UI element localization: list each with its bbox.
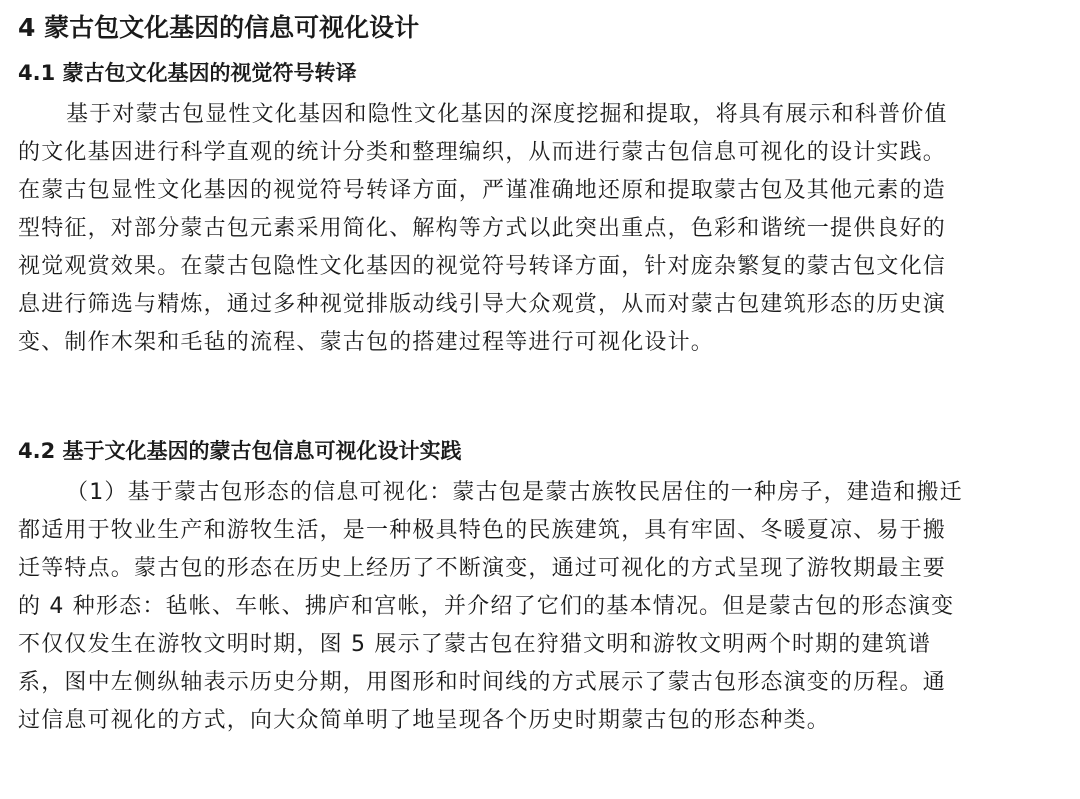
paragraph-4-1: [18, 96, 1064, 362]
paragraph-line: 迁等特点。蒙古包的形态在历史上经历了不断演变，通过可视化的方式呈现了游牧期最主要: [18, 556, 947, 581]
paragraph-line: 不仅仅发生在游牧文明时期，图 5 展示了蒙古包在狩猎文明和游牧文明两个时期的建筑谱: [18, 632, 932, 657]
subsection-heading-4-2: 4.2 基于文化基因的蒙古包信息可视化设计实践: [18, 439, 462, 463]
paragraph-line: 变、制作木架和毛毡的流程、蒙古包的搭建过程等进行可视化设计。: [18, 330, 715, 355]
paragraph-line: 的 4 种形态：毡帐、车帐、拂庐和宫帐，并介绍了它们的基本情况。但是蒙古包的形态演变: [18, 594, 955, 619]
paragraph-line: （1）基于蒙古包形态的信息可视化：蒙古包是蒙古族牧民居住的一种房子，建造和搬迁: [66, 480, 963, 505]
paragraph-line: 型特征，对部分蒙古包元素采用简化、解构等方式以此突出重点，色彩和谐统一提供良好的: [18, 216, 947, 241]
paragraph-line: 视觉观赏效果。在蒙古包隐性文化基因的视觉符号转译方面，针对庞杂繁复的蒙古包文化信: [18, 254, 947, 279]
paragraph-4-2: [18, 474, 1064, 740]
section-heading: 4 蒙古包文化基因的信息可视化设计: [18, 13, 420, 42]
paragraph-line: 基于对蒙古包显性文化基因和隐性文化基因的深度挖掘和提取，将具有展示和科普价值: [66, 102, 948, 127]
paragraph-line: 息进行筛选与精炼，通过多种视觉排版动线引导大众观赏，从而对蒙古包建筑形态的历史演: [18, 292, 947, 317]
paragraph-line: 过信息可视化的方式，向大众简单明了地呈现各个历史时期蒙古包的形态种类。: [18, 708, 831, 733]
paragraph-line: 都适用于牧业生产和游牧生活，是一种极具特色的民族建筑，具有牢固、冬暖夏凉、易于搬: [18, 518, 947, 543]
paragraph-line: 的文化基因进行科学直观的统计分类和整理编织，从而进行蒙古包信息可视化的设计实践。: [18, 140, 947, 165]
paragraph-line: 系，图中左侧纵轴表示历史分期，用图形和时间线的方式展示了蒙古包形态演变的历程。通: [18, 670, 947, 695]
subsection-heading-4-1: 4.1 蒙古包文化基因的视觉符号转译: [18, 61, 357, 85]
paragraph-line: 在蒙古包显性文化基因的视觉符号转译方面，严谨准确地还原和提取蒙古包及其他元素的造: [18, 178, 947, 203]
